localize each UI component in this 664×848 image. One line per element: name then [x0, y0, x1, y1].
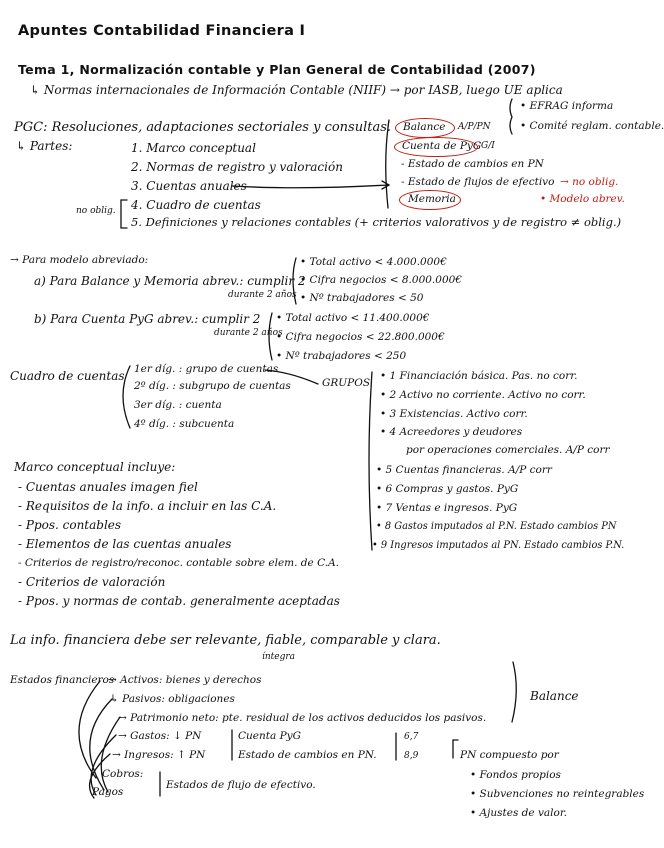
digito-item: 1er díg. : grupo de cuentas: [134, 363, 279, 375]
digito-item: 3er díg. : cuenta: [134, 399, 222, 411]
abrev-b-crit: • Nº trabajadores < 250: [276, 350, 407, 362]
ca-pyg: Cuenta de PyG: [402, 140, 482, 152]
info-line: La info. financiera debe ser relevante, fiable, comparable y clara.: [10, 633, 441, 648]
estado-line: ↳ Pasivos: obligaciones: [110, 693, 235, 705]
abrev-b-note: durante 2 años: [214, 328, 283, 338]
marco-item: - Requisitos de la info. a incluir en las C.A.: [18, 499, 277, 513]
digito-item: 4º díg. : subcuenta: [134, 418, 235, 430]
arc-1: [79, 681, 100, 778]
pn-item: • Fondos propios: [470, 769, 561, 781]
grupo-item: • 7 Ventas e ingresos. PyG: [376, 502, 518, 514]
grupo-item: • 5 Cuentas financieras. A/P corr: [376, 464, 552, 476]
flujo-label: Estados de flujo de efectivo.: [166, 779, 316, 791]
abrev-a-crit: • Total activo < 4.000.000€: [300, 256, 447, 268]
marco-item: - Criterios de registro/reconoc. contable sobre elem. de C.A.: [18, 557, 339, 569]
pn-item: • Ajustes de valor.: [470, 807, 568, 819]
abrev-a-line: a) Para Balance y Memoria abrev.: cumplir 2: [34, 274, 306, 288]
grupos-brace: [369, 372, 372, 550]
grupo-item: por operaciones comerciales. A/P corr: [406, 444, 610, 456]
pn-hook: [453, 740, 458, 758]
gi-nums-top: 6,7: [404, 732, 419, 742]
marco-item: - Ppos. y normas de contab. generalmente aceptadas: [18, 594, 340, 608]
modelo-abrev-red: • Modelo abrev.: [540, 193, 625, 205]
grupo-item: • 6 Compras y gastos. PyG: [376, 483, 519, 495]
cobros-label: Cobros:: [102, 768, 144, 780]
abrev-a-crit: • Cifra negocios < 8.000.000€: [300, 274, 462, 286]
ca-flujos: - Estado de flujos de efectivo: [401, 176, 555, 188]
abrev-a-crit: • Nº trabajadores < 50: [300, 292, 424, 304]
marco-item: - Elementos de las cuentas anuales: [18, 537, 232, 551]
abrev-b-line: b) Para Cuenta PyG abrev.: cumplir 2: [34, 312, 261, 326]
grupo-item: • 1 Financiación básica. Pas. no corr.: [380, 370, 578, 382]
partes-label: ↳ Partes:: [16, 139, 73, 153]
estado-line: → Activos: bienes y derechos: [108, 674, 262, 686]
parte-item: 2. Normas de registro y valoración: [131, 160, 343, 174]
efrag-note: • EFRAG informa: [520, 100, 614, 112]
no-oblig-bracket: [121, 200, 127, 228]
grupo-item: • 9 Ingresos imputados al PN. Estado cambios P.N.: [372, 540, 625, 551]
ca-arrowhead: [382, 181, 389, 189]
estado-line: → Gastos: ↓ PN: [118, 730, 202, 742]
no-oblig-note: no oblig.: [76, 206, 116, 216]
estados-label: Estados financieros: [10, 674, 115, 686]
info-note: íntegra: [262, 652, 296, 662]
parte-item: 3. Cuentas anuales: [131, 179, 247, 193]
ca-pyg-suffix: G/I: [481, 141, 495, 151]
tema-heading: Tema 1, Normalización contable y Plan General de Contabilidad (2007): [18, 62, 536, 77]
efrag-brace: [510, 99, 512, 134]
abrev-intro: → Para modelo abreviado:: [10, 254, 149, 266]
ca-balance: Balance: [403, 121, 446, 133]
grupos-label: GRUPOS: [322, 377, 371, 389]
pagos-label: Pagos: [92, 786, 124, 798]
parte-item: 4. Cuadro de cuentas: [131, 198, 261, 212]
grupo-item: • 8 Gastos imputados al P.N. Estado cambios PN: [376, 521, 617, 532]
cuadro-label: Cuadro de cuentas: [10, 369, 125, 383]
ca-memoria: Memoria: [408, 193, 456, 205]
parte-item: 5. Definiciones y relaciones contables (+ criterios valorativos y de registro ≠ oblig.): [131, 215, 622, 229]
estado-line: → Patrimonio neto: pte. residual de los activos deducidos los pasivos.: [118, 712, 487, 724]
pn-label: PN compuesto por: [460, 749, 559, 761]
pgc-line: PGC: Resoluciones, adaptaciones sectoriales y consultas.: [14, 120, 392, 135]
page-title: Apuntes Contabilidad Financiera I: [18, 23, 306, 39]
marco-item: - Cuentas anuales imagen fiel: [18, 480, 198, 494]
grupo-item: • 2 Activo no corriente. Activo no corr.: [380, 389, 586, 401]
no-oblig-red: → no oblig.: [560, 176, 619, 188]
estado-cambios-label: Estado de cambios en PN.: [238, 749, 377, 761]
abrev-b-crit: • Cifra negocios < 22.800.000€: [276, 331, 445, 343]
grupo-item: • 4 Acreedores y deudores: [380, 426, 523, 438]
balance-brace: [512, 662, 516, 722]
cuenta-pyg-label: Cuenta PyG: [238, 730, 301, 742]
marco-heading: Marco conceptual incluye:: [14, 460, 176, 474]
grupo-item: • 3 Existencias. Activo corr.: [380, 408, 528, 420]
abrev-a-note: durante 2 años: [228, 290, 297, 300]
comite-note: • Comité reglam. contable.: [520, 120, 664, 132]
ca-balance-suffix: A/P/PN: [458, 122, 491, 132]
ca-cambios-pn: - Estado de cambios en PN: [401, 158, 544, 170]
pn-item: • Subvenciones no reintegrables: [470, 788, 645, 800]
gi-nums-bottom: 8,9: [404, 751, 419, 761]
niif-line: ↳ Normas internacionales de Información Contable (NIIF) → por IASB, luego UE aplica: [30, 83, 563, 97]
ca-arrow: [232, 185, 388, 188]
estado-line: → Ingresos: ↑ PN: [112, 749, 206, 761]
marco-item: - Criterios de valoración: [18, 575, 166, 589]
marco-item: - Ppos. contables: [18, 518, 122, 532]
digito-item: 2º díg. : subgrupo de cuentas: [134, 380, 291, 392]
balance-label: Balance: [530, 689, 579, 703]
parte-item: 1. Marco conceptual: [131, 141, 256, 155]
abrev-b-crit: • Total activo < 11.400.000€: [276, 312, 430, 324]
